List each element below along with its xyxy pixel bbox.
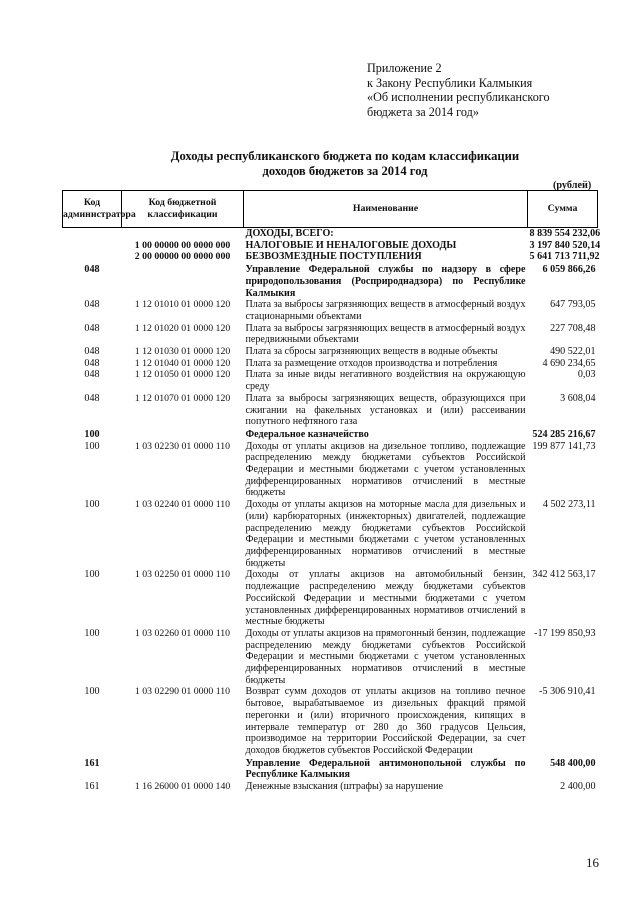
appendix-line: «Об исполнении республиканского <box>367 90 550 105</box>
revenue-name-cell: НАЛОГОВЫЕ И НЕНАЛОГОВЫЕ ДОХОДЫ <box>245 239 457 251</box>
amount-cell: 524 285 216,67 <box>532 428 596 440</box>
table-body <box>63 228 601 793</box>
amount-cell: 2 400,00 <box>560 781 596 793</box>
table-row <box>63 251 598 263</box>
budget-code-cell: 2 00 00000 00 0000 000 <box>134 251 231 263</box>
amount-cell: 5 641 713 711,92 <box>529 251 600 263</box>
table-row <box>63 569 598 628</box>
amount-cell: 3 608,04 <box>560 392 596 404</box>
header-name: Наименование <box>244 191 528 228</box>
revenue-name-cell: Плата за выбросы загрязняющих веществ, образующихся при сжигании на факельных установках и (или) рассеивании попутного нефтяного газа <box>245 392 526 428</box>
amount-cell: 6 059 866,26 <box>542 264 596 276</box>
table-row <box>63 240 598 252</box>
admin-code-cell: 048 <box>84 299 100 311</box>
budget-code-cell: 1 12 01040 01 0000 120 <box>134 357 231 369</box>
table-row <box>63 428 598 441</box>
table-row <box>63 393 598 428</box>
amount-cell: 8 839 554 232,06 <box>529 228 601 239</box>
budget-code-cell <box>122 228 244 240</box>
budget-code-cell: 1 03 02250 01 0000 110 <box>134 569 231 581</box>
revenue-name-cell: Доходы от уплаты акцизов на дизельное топливо, подлежащие распределению между бюджетами субъектов Российской Федерации и местными бюджетами с учетом установленных дифференцированных нормативов отчислений в местные бюджеты <box>245 440 526 499</box>
table-row <box>63 358 598 370</box>
revenue-name-cell: ДОХОДЫ, ВСЕГО: <box>245 228 334 239</box>
admin-code-cell: 100 <box>84 569 100 581</box>
table-row <box>63 228 598 240</box>
admin-code-cell <box>63 240 122 252</box>
table-row <box>63 628 598 687</box>
table-row <box>63 346 598 358</box>
amount-cell: 342 412 563,17 <box>532 569 596 581</box>
appendix-line: Приложение 2 <box>367 61 442 75</box>
admin-code-cell <box>63 228 122 240</box>
amount-cell: 199 877 141,73 <box>532 440 596 452</box>
revenue-name-cell: Плата за иные виды негативного воздействия на окружающую среду <box>245 369 526 393</box>
header-admin-code: Код администратора <box>63 191 122 228</box>
admin-code-cell: 161 <box>84 757 100 769</box>
admin-code-cell: 048 <box>84 369 100 381</box>
budget-code-cell: 1 16 26000 01 0000 140 <box>134 781 231 793</box>
budget-code-cell <box>122 757 244 781</box>
table-row <box>63 263 598 299</box>
revenue-name-cell: Федеральное казначейство <box>245 428 369 440</box>
admin-code-cell: 100 <box>84 428 100 440</box>
appendix-line: бюджета за 2014 год» <box>367 104 479 119</box>
amount-cell: 0,03 <box>577 369 596 381</box>
amount-cell: -17 199 850,93 <box>534 627 596 639</box>
table-row <box>63 369 598 392</box>
table-row <box>63 299 598 322</box>
revenue-name-cell: Доходы от уплаты акцизов на моторные масла для дизельных и (или) карбюраторных (инжекторных) двигателей, подлежащие распределению между бюджетами субъектов Российской Федерации и местными бюджетами с учетом установленных дифференцированных нормативов отчислений в местные бюджеты <box>245 499 526 569</box>
budget-code-cell <box>122 428 244 441</box>
amount-cell: 3 197 840 520,14 <box>529 239 601 251</box>
revenue-name-cell: Управление Федеральной службы по надзору в сфере природопользования (Росприроднадзора) по Республике Калмыкия <box>245 264 526 299</box>
budget-code-cell: 1 03 02290 01 0000 110 <box>134 686 231 698</box>
admin-code-cell: 161 <box>84 781 100 793</box>
revenue-name-cell: Возврат сумм доходов от уплаты акцизов на топливо печное бытовое, вырабатываемое из дизельных фракций прямой перегонки и (или) вторичного происхождения, кипящих в интервале температур от 280 до 360 градусов Цельсия, производимое на территории Российской Федерации, за счет доходов бюджетов субъектов Российской Федерации <box>245 686 526 756</box>
admin-code-cell: 048 <box>84 357 100 369</box>
budget-code-cell: 1 12 01030 01 0000 120 <box>134 346 231 358</box>
table-row <box>63 686 598 756</box>
admin-code-cell: 048 <box>84 264 100 276</box>
title-line: доходов бюджетов за 2014 год <box>262 163 428 178</box>
revenue-name-cell: Плата за сбросы загрязняющих веществ в водные объекты <box>245 346 498 358</box>
table-header-row <box>63 191 598 228</box>
page-number: 16 <box>586 855 599 870</box>
title-line: Доходы республиканского бюджета по кодам классификации <box>170 149 520 163</box>
budget-code-cell: 1 12 01070 01 0000 120 <box>134 392 231 404</box>
budget-code-cell: 1 00 00000 00 0000 000 <box>134 239 231 251</box>
revenue-table <box>62 190 601 793</box>
revenue-name-cell: Управление Федеральной антимонопольной службы по Республике Калмыкия <box>245 757 526 781</box>
table-row <box>63 441 598 500</box>
admin-code-cell: 048 <box>84 322 100 334</box>
table-row <box>63 323 598 346</box>
budget-code-cell: 1 12 01050 01 0000 120 <box>134 369 231 381</box>
admin-code-cell: 100 <box>84 440 100 452</box>
admin-code-cell: 100 <box>84 686 100 698</box>
amount-cell: 227 708,48 <box>550 322 596 334</box>
budget-code-cell <box>122 263 244 299</box>
header-sum: Сумма <box>528 191 598 228</box>
amount-cell: -5 306 910,41 <box>539 686 596 698</box>
amount-cell: 4 690 234,65 <box>542 357 596 369</box>
admin-code-cell: 048 <box>84 346 100 358</box>
header-budget-code: Код бюджетной классификации <box>122 191 244 228</box>
revenue-name-cell: Доходы от уплаты акцизов на автомобильный бензин, подлежащие распределению между бюджетами субъектов Российской Федерации и местными бюджетами с учетом установленных дифференцированных нормативов отчислений в местные бюджеты <box>245 569 526 628</box>
admin-code-cell: 048 <box>84 392 100 404</box>
budget-code-cell: 1 12 01020 01 0000 120 <box>134 322 231 334</box>
revenue-name-cell: Плата за выбросы загрязняющих веществ в атмосферный воздух стационарными объектами <box>245 299 526 322</box>
budget-code-cell: 1 12 01010 01 0000 120 <box>134 299 231 311</box>
appendix-header <box>367 61 617 119</box>
table-row <box>63 781 598 793</box>
currency-unit: (рублей) <box>553 180 592 191</box>
amount-cell: 490 522,01 <box>550 346 596 358</box>
table-row <box>63 757 598 781</box>
table-row <box>63 499 598 569</box>
admin-code-cell: 100 <box>84 499 100 511</box>
appendix-line: к Закону Республики Калмыкия <box>367 75 533 90</box>
revenue-name-cell: Плата за выбросы загрязняющих веществ в атмосферный воздух передвижными объектами <box>245 322 526 346</box>
admin-code-cell <box>63 251 122 263</box>
budget-code-cell: 1 03 02230 01 0000 110 <box>134 440 231 452</box>
amount-cell: 4 502 273,11 <box>542 499 596 511</box>
revenue-name-cell: Плата за размещение отходов производства и потребления <box>245 357 498 369</box>
document-title <box>100 149 590 178</box>
budget-code-cell: 1 03 02240 01 0000 110 <box>134 499 231 511</box>
revenue-name-cell: БЕЗВОЗМЕЗДНЫЕ ПОСТУПЛЕНИЯ <box>245 251 422 263</box>
amount-cell: 548 400,00 <box>550 757 596 769</box>
revenue-name-cell: Доходы от уплаты акцизов на прямогонный бензин, подлежащие распределению между бюджетами субъектов Российской Федерации и местными бюджетами с учетом установленных дифференцированных нормативов отчислений в местные бюджеты <box>245 627 526 686</box>
budget-code-cell: 1 03 02260 01 0000 110 <box>134 627 231 639</box>
admin-code-cell: 100 <box>84 627 100 639</box>
revenue-name-cell: Денежные взыскания (штрафы) за нарушение <box>245 781 444 793</box>
amount-cell: 647 793,05 <box>550 299 596 311</box>
